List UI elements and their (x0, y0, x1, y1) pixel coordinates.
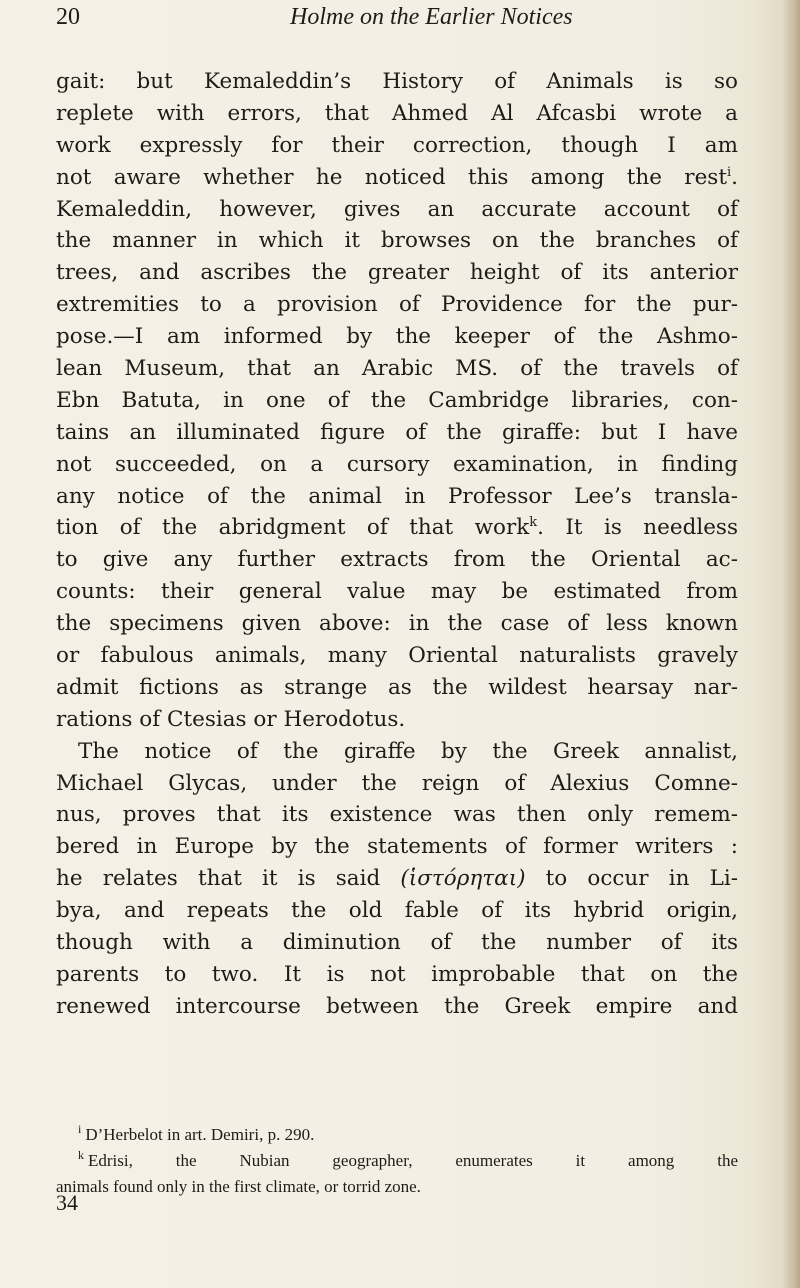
text-line: though with a diminution of the number of its (56, 930, 738, 956)
text-line: nus, proves that its existence was then only remem- (56, 802, 738, 828)
text-line: to give any further extracts from the Oriental ac- (56, 547, 738, 573)
text-line: admit fictions as strange as the wildest hearsay nar- (56, 674, 738, 700)
footnote-ref-i[interactable]: i (726, 164, 732, 180)
text-fragment: he relates that it is said (56, 866, 381, 892)
text-line: renewed intercourse between the Greek empire and (56, 993, 738, 1019)
text-line: the specimens given above: in the case of less known (56, 611, 738, 637)
text-line: pose.—I am informed by the keeper of the Ashmo- (56, 324, 738, 350)
text-line: trees, and ascribes the greater height of its anterior (56, 260, 738, 286)
page-edge-shadow (782, 0, 800, 1288)
page-number: 20 (56, 4, 80, 30)
text-fragment: . It is needless (537, 515, 738, 541)
text-line: lean Museum, that an Arabic MS. of the travels of (56, 356, 738, 382)
text-line: any notice of the animal in Professor Lee’s transla- (56, 483, 738, 509)
footnote-text: Edrisi, the Nubian geographer, enumerates it among the (88, 1151, 738, 1170)
text-line: The notice of the giraffe by the Greek annalist, (78, 738, 738, 764)
text-line: parents to two. It is not improbable that on the (56, 961, 738, 987)
text-line: not succeeded, on a cursory examination, in finding (56, 451, 738, 477)
page-header (36, 4, 756, 44)
footnotes (56, 1122, 738, 1200)
footnote-marker: k (78, 1148, 84, 1163)
signature-mark: 34 (56, 1190, 78, 1215)
footnote-marker: i (78, 1122, 82, 1137)
text-fragment: to occur in Li- (545, 866, 738, 892)
body-text (56, 66, 738, 1023)
text-line (56, 162, 738, 194)
text-line: bered in Europe by the statements of former writers : (56, 834, 738, 860)
text-line: Ebn Batuta, in one of the Cambridge libraries, con- (56, 387, 738, 413)
text-line: the manner in which it browses on the branches of (56, 228, 738, 254)
text-line: extremities to a provision of Providence for the pur- (56, 292, 738, 318)
text-line: replete with errors, that Ahmed Al Afcasbi wrote a (56, 100, 738, 126)
running-title: Holme on the Earlier Notices (290, 4, 573, 30)
footnote-i (56, 1122, 738, 1148)
text-line: tains an illuminated figure of the giraffe: but I have (56, 419, 738, 445)
text-line: gait: but Kemaleddin’s History of Animals is so (56, 69, 738, 94)
text-line: rations of Ctesias or Herodotus. (56, 706, 406, 732)
text-line: Michael Glycas, under the reign of Alexius Comne- (56, 770, 738, 796)
footnote-k (56, 1148, 738, 1174)
text-fragment: not aware whether he noticed this among the rest (56, 164, 727, 190)
text-line (56, 512, 738, 544)
text-line: Kemaleddin, however, gives an accurate account of (56, 196, 738, 222)
footnote-text: D’Herbelot in art. Demiri, p. 290. (85, 1125, 315, 1144)
text-fragment: tion of the abridgment of that work (56, 515, 530, 541)
footnote-ref-k[interactable]: k (529, 515, 538, 531)
footnote-k-continued: animals found only in the first climate, or torrid zone. (56, 1177, 421, 1196)
text-line: counts: their general value may be estimated from (56, 579, 738, 605)
text-line: bya, and repeats the old fable of its hybrid origin, (56, 898, 738, 924)
greek-word: (ἱστόρηται) (400, 866, 526, 892)
text-line: work expressly for their correction, though I am (56, 132, 738, 158)
text-fragment: . (731, 164, 738, 190)
text-line: or fabulous animals, many Oriental naturalists gravely (56, 643, 738, 669)
text-line (56, 863, 738, 895)
